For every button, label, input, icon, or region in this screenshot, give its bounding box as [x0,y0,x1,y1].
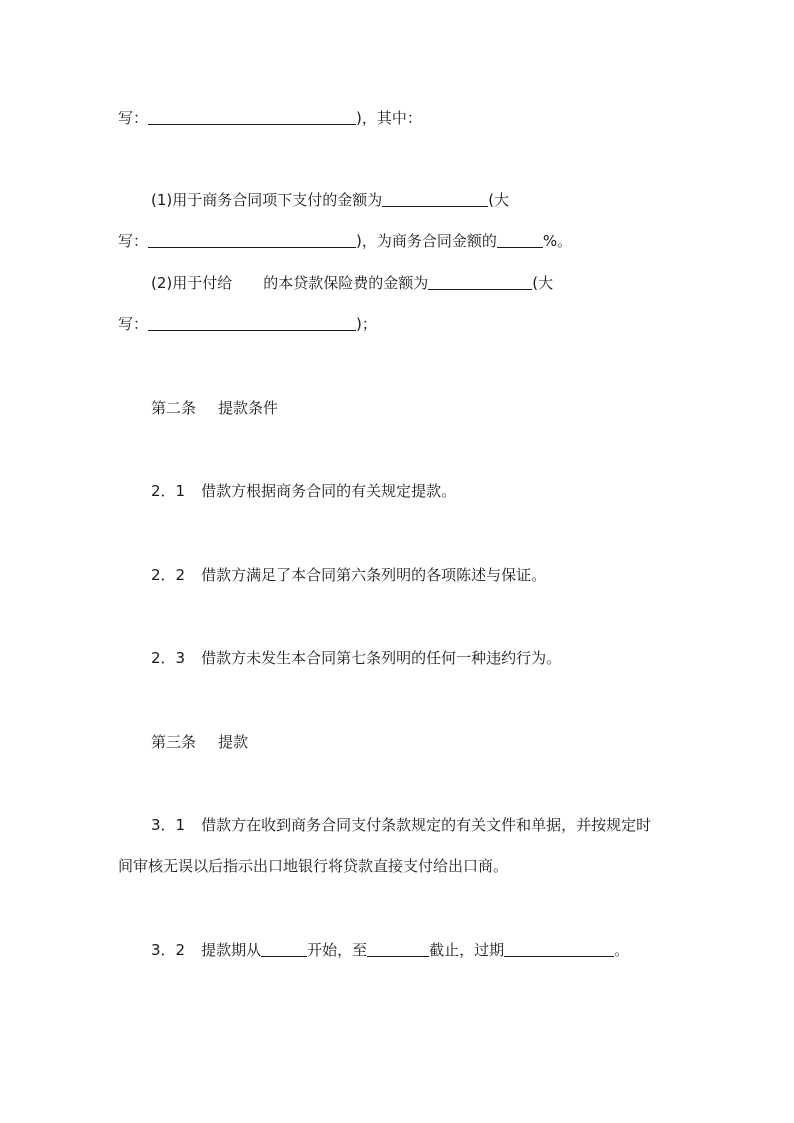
expiry-blank[interactable] [504,940,614,957]
clause-3-1-line-2 [118,856,508,876]
clause-text: 借款方未发生本合同第七条列明的任何一种违约行为。 [201,649,562,667]
amount-capital-line-2 [118,231,572,251]
prefix-label: 写： [118,232,149,250]
amount-capital-line-1 [118,108,422,128]
clause-1-line [151,190,509,210]
start-date-blank[interactable] [261,940,307,957]
clause-3-2 [151,940,629,960]
clause-text: 借款方根据商务合同的有关规定提款。 [201,482,457,500]
prefix-label: 写： [118,315,149,333]
article-3-heading [151,732,248,752]
blank-field[interactable] [382,190,488,207]
clause-text: 。 [614,941,630,959]
suffix-label: (大 [488,191,510,209]
amount-capital-line-3 [118,314,377,334]
clause-text: 借款方在收到商务合同支付条款规定的有关文件和单据，并按规定时 [201,816,652,834]
clause-2-2 [151,565,546,585]
clause-text: 提款期从 [201,941,262,959]
clause-number: 3．1 [151,816,186,834]
clause-text: 间审核无误以后指示出口地银行将贷款直接支付给出口商。 [118,857,509,875]
clause-text-a: (2)用于付给 [151,274,233,292]
clause-2-1 [151,481,456,501]
clause-2-3 [151,648,561,668]
suffix-label: )； [356,315,377,333]
mid-label: )，为商务合同金额的 [356,232,497,250]
blank-field[interactable] [148,231,356,248]
clause-text-b: 的本贷款保险费的金额为 [263,274,429,292]
clause-number: 3．2 [151,941,186,959]
clause-2-line [151,273,553,293]
article-number: 第三条 [151,733,197,751]
end-date-blank[interactable] [367,940,429,957]
article-title: 提款条件 [218,399,279,417]
prefix-label: 写： [118,109,149,127]
article-title: 提款 [218,733,249,751]
clause-text: 借款方满足了本合同第六条列明的各项陈述与保证。 [201,566,547,584]
clause-number: 2．1 [151,482,186,500]
suffix-label: )，其中： [356,109,422,127]
clause-3-1-line-1 [151,815,651,835]
blank-field[interactable] [148,314,356,331]
clause-number: 2．3 [151,649,186,667]
suffix-label: (大 [532,274,554,292]
blank-field[interactable] [148,108,356,125]
suffix-label: %。 [542,232,573,250]
clause-text: 截止，过期 [429,941,505,959]
percent-blank[interactable] [497,231,543,248]
clause-text: (1)用于商务合同项下支付的金额为 [151,191,383,209]
blank-field[interactable] [428,273,532,290]
article-2-heading [151,398,278,418]
article-number: 第二条 [151,399,197,417]
clause-number: 2．2 [151,566,186,584]
clause-text: 开始，至 [307,941,368,959]
